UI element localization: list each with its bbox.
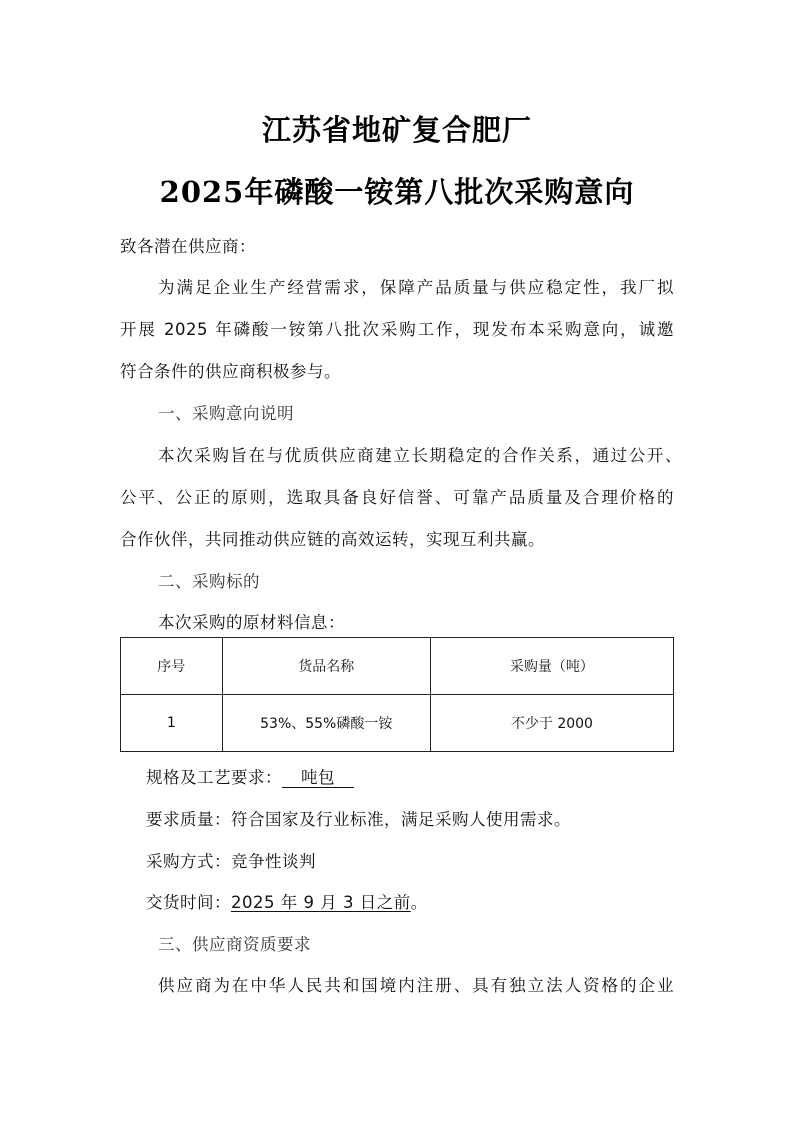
delivery-end: 。: [410, 893, 428, 912]
section-3-line-1: 供应商为在中华人民共和国境内注册、具有独立法人资格的企业: [158, 976, 674, 995]
section-1-line-2: 公平、公正的原则，选取具备良好信誉、可靠产品质量及合理价格的: [120, 488, 674, 507]
section-1-heading: 一、采购意向说明: [158, 404, 294, 423]
quality-requirement: 要求质量：符合国家及行业标准，满足采购人使用需求。: [146, 810, 571, 829]
header-cell-name: 货品名称: [222, 638, 430, 695]
cell-index: 1: [121, 695, 223, 752]
section-2-heading: 二、采购标的: [158, 572, 260, 591]
table-row: [121, 695, 674, 752]
document-title-subject: 2025年磷酸一铵第八批次采购意向: [159, 175, 635, 209]
section-1-line-1: 本次采购旨在与优质供应商建立长期稳定的合作关系，通过公开、: [158, 446, 682, 465]
table-intro: 本次采购的原材料信息：: [158, 613, 345, 632]
intro-line-1: 为满足企业生产经营需求，保障产品质量与供应稳定性，我厂拟: [158, 278, 674, 297]
spec-value: 吨包: [282, 769, 354, 788]
cell-product-name: 53%、55%磷酸一铵: [222, 695, 430, 752]
table-header-row: [121, 638, 674, 695]
header-cell-index: 序号: [121, 638, 223, 695]
header-cell-quantity: 采购量（吨）: [430, 638, 673, 695]
salutation: 致各潜在供应商：: [120, 237, 256, 256]
material-table: [120, 637, 674, 752]
section-1-line-3: 合作伙伴，共同推动供应链的高效运转，实现互利共赢。: [120, 530, 545, 549]
cell-quantity: 不少于 2000: [430, 695, 673, 752]
intro-line-3: 符合条件的供应商积极参与。: [120, 362, 341, 381]
intro-line-2: 开展 2025 年磷酸一铵第八批次采购工作，现发布本采购意向，诚邀: [120, 320, 674, 339]
spec-label: 规格及工艺要求：: [146, 768, 282, 787]
section-3-heading: 三、供应商资质要求: [158, 935, 311, 954]
spec-line: [146, 764, 354, 788]
delivery-label: 交货时间：: [146, 893, 231, 912]
procurement-method: 采购方式：竞争性谈判: [146, 852, 316, 871]
delivery-line: [146, 889, 428, 913]
delivery-date: 2025 年 9 月 3 日之前: [231, 893, 411, 912]
document-title-org: 江苏省地矿复合肥厂: [261, 113, 532, 147]
